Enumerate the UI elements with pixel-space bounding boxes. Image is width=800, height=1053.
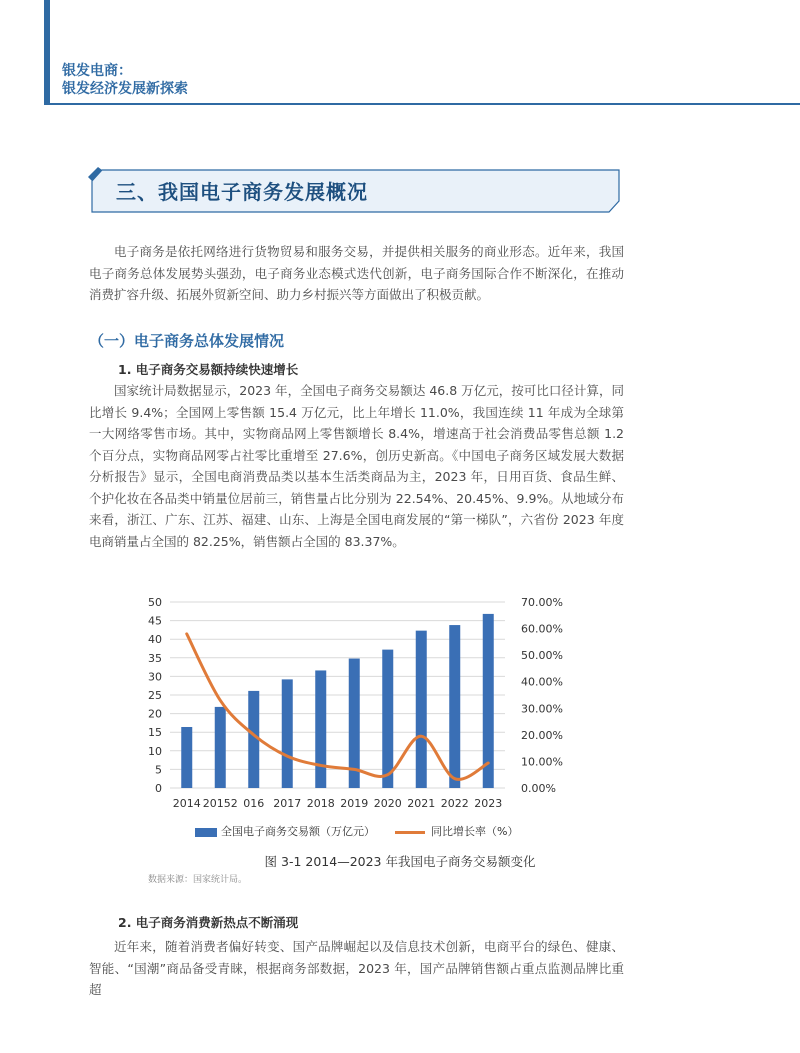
x-tick-label: 2018 [306, 797, 335, 810]
running-header-line2: 银发经济发展新探索 [62, 81, 188, 97]
x-tick-label: 2023 [474, 797, 503, 810]
bar [215, 707, 226, 788]
y-left-tick-label: 30 [148, 670, 162, 684]
running-header [62, 62, 188, 98]
bar [282, 679, 293, 788]
x-tick-label: 20152 [202, 797, 238, 810]
y-right-tick-label: 40.00% [521, 675, 563, 689]
y-right-tick-label: 70.00% [521, 596, 563, 609]
y-left-tick-label: 15 [148, 726, 162, 740]
chart-source-note: 数据来源：国家统计局。 [148, 875, 248, 885]
bar [382, 650, 393, 788]
intro-paragraph: 电子商务是依托网络进行货物贸易和服务交易，并提供相关服务的商业形态。近年来，我国电子商务总体发展势头强劲，电子商务业态模式迭代创新，电子商务国际合作不断深化，在推动消费扩容升级、拓展外贸新空间、助力乡村振兴等方面做出了积极贡献。 [89, 244, 624, 302]
y-right-tick-label: 0.00% [521, 782, 556, 795]
y-right-tick-label: 60.00% [521, 622, 563, 636]
item2-body: 近年来，随着消费者偏好转变、国产品牌崛起以及信息技术创新，电商平台的绿色、健康、智能、“国潮”商品备受青睐，根据商务部数据，2023 年，国产品牌销售额占重点监测品牌比重超 [89, 939, 624, 997]
y-left-tick-label: 50 [148, 596, 162, 609]
y-right-tick-label: 30.00% [521, 702, 563, 716]
chart-svg [100, 588, 620, 818]
legend-line-swatch [395, 831, 425, 834]
chart-caption: 图 3-1 2014—2023 年我国电子商务交易额变化 [264, 854, 536, 869]
y-left-tick-label: 40 [148, 633, 162, 647]
y-left-tick-label: 45 [148, 614, 162, 628]
chart-container [100, 588, 620, 848]
section-banner [88, 167, 623, 215]
bar [181, 727, 192, 788]
item1-body: 国家统计局数据显示，2023 年，全国电子商务交易额达 46.8 万亿元，按可比口径计算，同比增长 9.4%；全国网上零售额 15.4 万亿元，比上年增长 11.0%，我国连续 11 年成为全球第一大网络零售市场。其中，实物商品网上零售额增长 8.4%，增速高于社会消费品零售总额 1.2 个百分点，实物商品网零占社零比重增至 27.6%，创历史新高。《中国电子商务区域发展大数据分析报告》显示，全国电商消费品类以基本生活类商品为主，2023 年，日用百货、食品生鲜、个护化妆在各品类中销量位居前三，销售量占比分别为 22.54%、20.45%、9.9%。从地域分布来看，浙江、广东、江苏、福建、山东、上海是全国电商发展的“第一梯队”，六省份 2023 年度电商销量占全国的 82.25%，销售额占全国的 83.37%。 [89, 383, 624, 549]
legend-bar-swatch [195, 828, 217, 837]
y-right-tick-label: 20.00% [521, 728, 563, 742]
legend-bar-label: 全国电子商务交易额（万亿元） [221, 825, 375, 838]
item2-heading: 2. 电子商务消费新热点不断涌现 [118, 915, 299, 930]
y-right-tick-label: 50.00% [521, 649, 563, 663]
legend-item-bar [195, 823, 375, 839]
x-tick-label: 2021 [407, 797, 436, 810]
bar [315, 670, 326, 788]
x-tick-label: 2022 [440, 797, 469, 810]
y-left-tick-label: 20 [148, 707, 162, 721]
x-tick-label: 2017 [273, 797, 302, 810]
growth-rate-line [187, 634, 489, 780]
section-title: 三、我国电子商务发展概况 [116, 180, 368, 204]
x-tick-label: 2019 [340, 797, 369, 810]
y-left-tick-label: 35 [148, 651, 162, 665]
legend-item-line [395, 823, 518, 839]
item1-heading: 1. 电子商务交易额持续快速增长 [118, 362, 299, 377]
legend-line-label: 同比增长率（%） [431, 825, 519, 838]
y-left-tick-label: 10 [148, 744, 162, 758]
bar [449, 625, 460, 788]
header-divider-line [44, 103, 800, 105]
x-tick-label: 2020 [373, 797, 402, 810]
x-tick-label: 016 [243, 797, 265, 810]
y-right-tick-label: 10.00% [521, 755, 563, 769]
header-accent-bar [44, 0, 50, 104]
bar [416, 631, 427, 788]
y-left-tick-label: 0 [155, 782, 162, 795]
y-left-tick-label: 5 [155, 763, 162, 777]
x-tick-label: 2014 [172, 797, 201, 810]
running-header-line1: 银发电商： [62, 63, 132, 79]
subsection-title: （一）电子商务总体发展情况 [89, 332, 285, 350]
y-left-tick-label: 25 [148, 689, 162, 702]
